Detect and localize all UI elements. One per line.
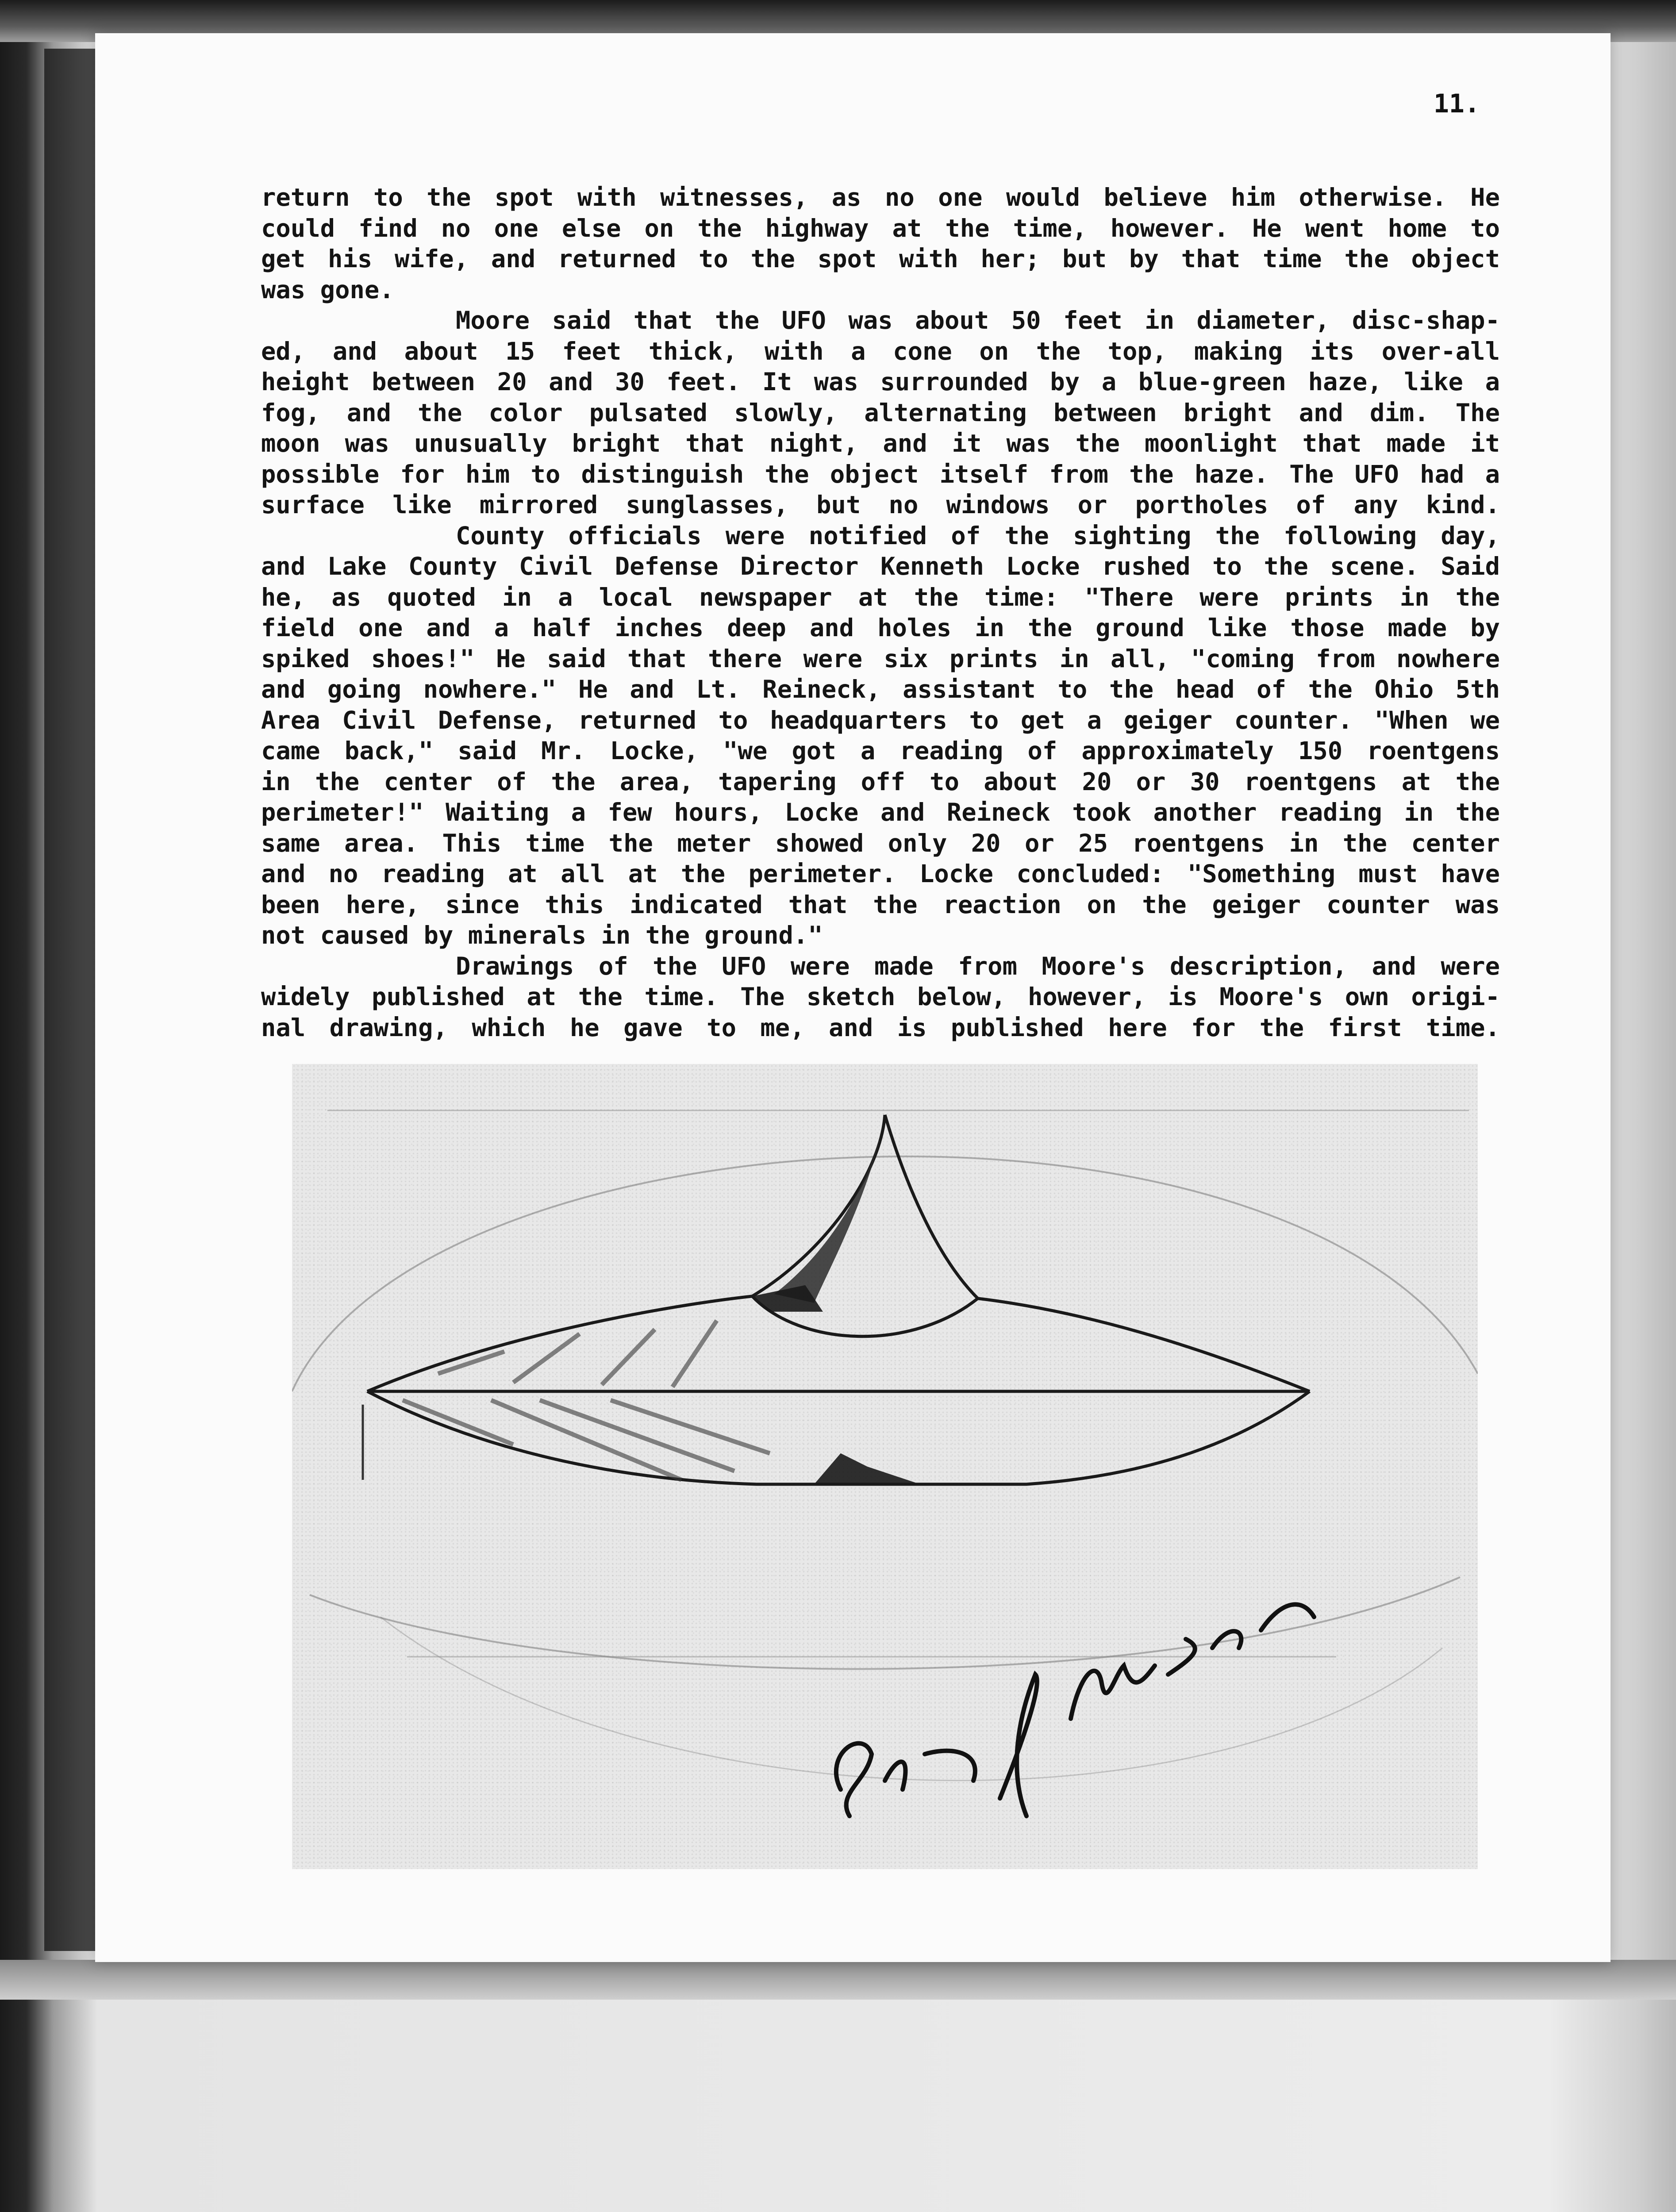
disc-hatching	[403, 1321, 770, 1480]
ufo-sketch	[292, 1064, 1478, 1869]
sketch-guide-ellipse-bottom	[381, 1617, 1442, 1781]
sketch-guide-ellipse-lower	[310, 1577, 1460, 1669]
body-text	[261, 182, 1500, 1043]
text-line: was gone.	[261, 275, 394, 304]
ufo-sketch-drawing	[292, 1064, 1478, 1869]
text-line: perimeter!" Waiting a few hours, Locke and Reineck took another reading in the	[261, 798, 1500, 827]
text-line: Moore said that the UFO was about 50 feet in diameter, disc-shap-	[456, 306, 1500, 335]
text-line: possible for him to distinguish the object itself from the haze. The UFO had a	[261, 460, 1500, 489]
text-line: could find no one else on the highway at the time, however. He went home to	[261, 214, 1500, 243]
text-line: get his wife, and returned to the spot with her; but by that time the object	[261, 245, 1500, 273]
text-line: Drawings of the UFO were made from Moore's description, and were	[456, 952, 1500, 981]
text-line: moon was unusually bright that night, and it was the moonlight that made it	[261, 429, 1500, 458]
text-line: ed, and about 15 feet thick, with a cone on the top, making its over-all	[261, 337, 1500, 366]
text-line: and Lake County Civil Defense Director Kenneth Locke rushed to the scene. Said	[261, 552, 1500, 581]
disc-upper-outline	[367, 1296, 752, 1391]
text-line: fog, and the color pulsated slowly, alternating between bright and dim. The	[261, 398, 1500, 427]
text-line: height between 20 and 30 feet. It was surrounded by a blue-green haze, like a	[261, 368, 1500, 396]
cone-shading	[774, 1119, 885, 1303]
text-line: been here, since this indicated that the reaction on the geiger counter was	[261, 890, 1500, 919]
text-line: in the center of the area, tapering off to about 20 or 30 roentgens at the	[261, 767, 1500, 796]
text-line: same area. This time the meter showed only 20 or 25 roentgens in the center	[261, 829, 1500, 858]
text-line: and no reading at all at the perimeter. Locke concluded: "Something must have	[261, 860, 1500, 888]
text-line: nal drawing, which he gave to me, and is published here for the first time.	[261, 1013, 1500, 1042]
text-line: field one and a half inches deep and holes in the ground like those made by	[261, 614, 1500, 642]
disc-upper-right-outline	[978, 1298, 1310, 1391]
text-line: Area Civil Defense, returned to headquarters to get a geiger counter. "When we	[261, 706, 1500, 735]
text-line: came back," said Mr. Locke, "we got a reading of approximately 150 roentgens	[261, 737, 1500, 765]
text-line: return to the spot with witnesses, as no one would believe him otherwise. He	[261, 183, 1500, 212]
text-line: widely published at the time. The sketch below, however, is Moore's own origi-	[261, 983, 1500, 1011]
text-line: surface like mirrored sunglasses, but no windows or portholes of any kind.	[261, 491, 1500, 519]
text-line: and going nowhere." He and Lt. Reineck, assistant to the head of the Ohio 5th	[261, 675, 1500, 704]
text-line: not caused by minerals in the ground."	[261, 921, 823, 950]
signature-graphic	[836, 1605, 1314, 1816]
text-line: he, as quoted in a local newspaper at the time: "There were prints in the	[261, 583, 1500, 612]
film-lower-band	[0, 1960, 1676, 2000]
text-line: County officials were notified of the sighting the following day,	[456, 521, 1500, 550]
sketch-guide-ellipse-outer	[292, 1156, 1478, 1391]
cone-right-edge	[885, 1115, 978, 1298]
text-line: spiked shoes!" He said that there were six prints in all, "coming from nowhere	[261, 644, 1500, 673]
page-number: 11.	[1434, 88, 1480, 119]
lower-shading	[814, 1453, 920, 1484]
